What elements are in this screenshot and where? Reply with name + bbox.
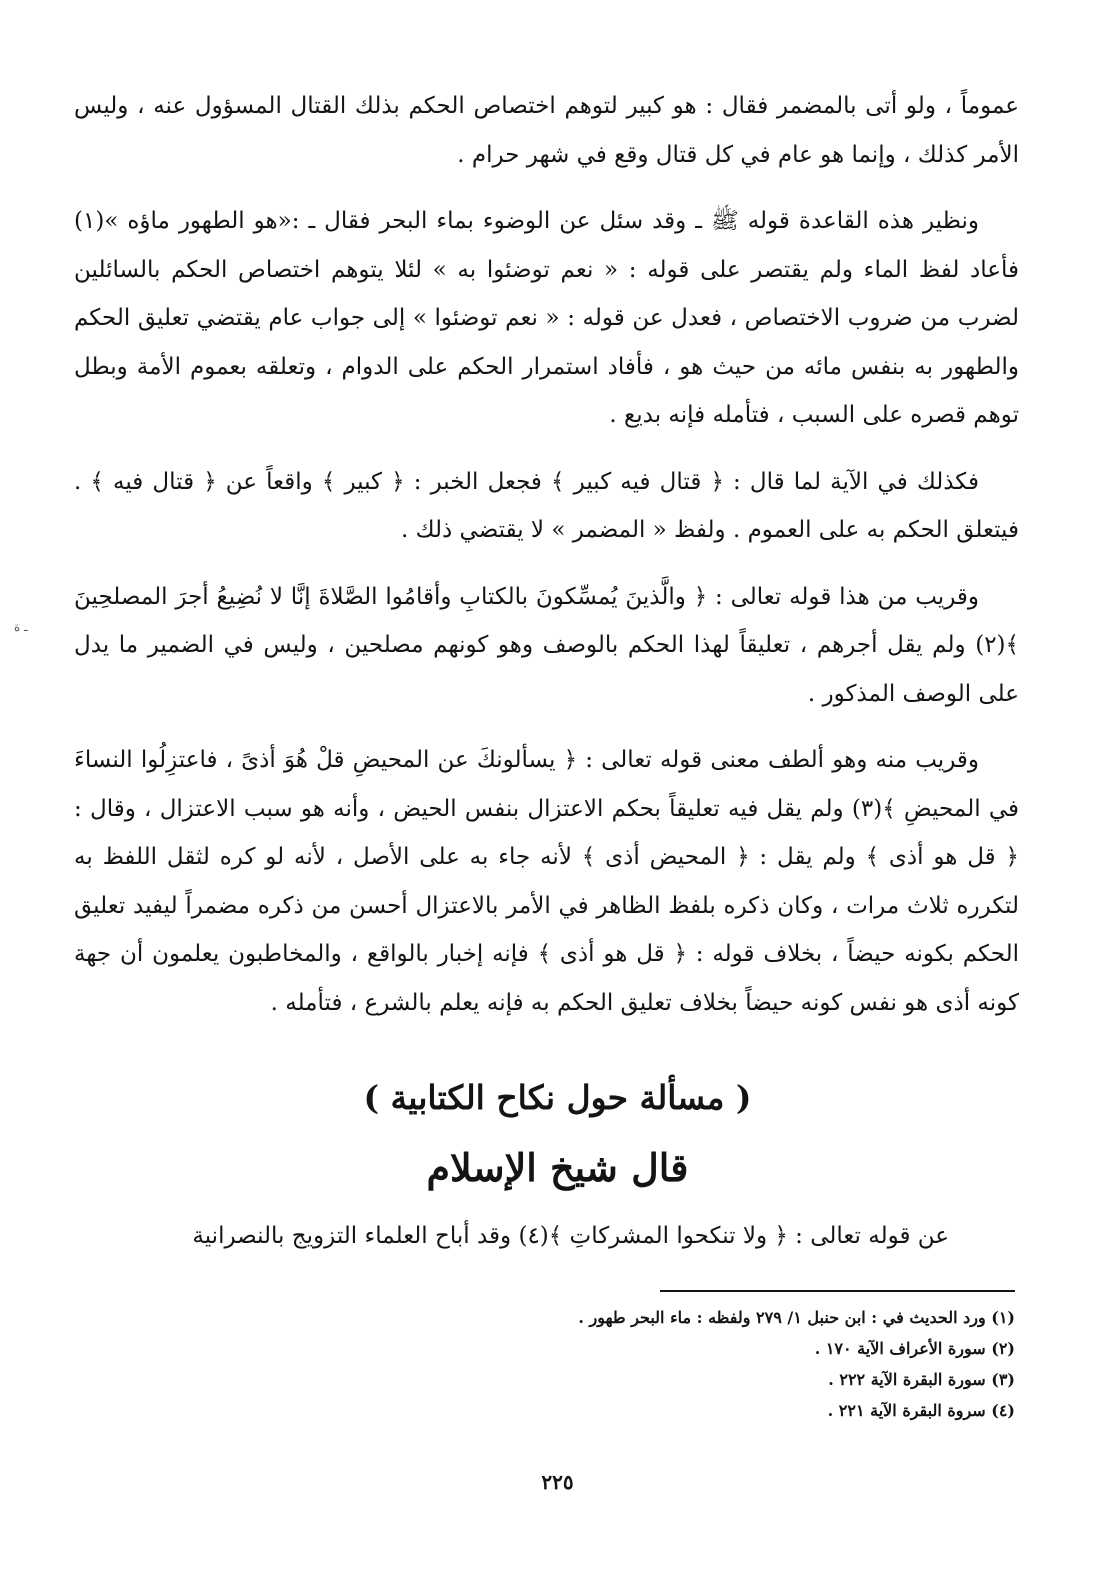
footnote: (٤) سروة البقرة الآية ٢٢١ . <box>827 1401 1015 1420</box>
paragraph: عن قوله تعالى : ﴿ ولا تنكحوا المشركاتِ ﴾(٤) وقد أباح العلماء التزويج بالنصرانية <box>192 1223 949 1249</box>
footnote: (٣) سورة البقرة الآية ٢٢٢ . <box>828 1370 1015 1389</box>
page-number: ٢٢٥ <box>541 1470 574 1494</box>
footnote-divider <box>660 1290 1015 1292</box>
footnotes <box>315 1302 1015 1426</box>
footnote: (١) ورد الحديث في : ابن حنبل ١/ ٢٧٩ ولفظه : ماء البحر طهور . <box>578 1308 1015 1327</box>
paragraph: وقريب منه وهو ألطف معنى قوله تعالى : ﴿ يسألونكَ عن المحيضِ قلْ هُوَ أذىً ، فاعتزِلُوا النساءَ في المحيضِ ﴾(٣) ولم يقل فيه تعليقاً بحكم الاعتزال بنفس الحيض ، وأنه هو سبب الاعتزال ، وقال : ﴿ قل هو أذى ﴾ ولم يقل : ﴿ المحيض أذى ﴾ لأنه جاء به على الأصل ، لأنه لو كره لثقل اللفظ به لتكرره ثلاث مرات ، وكان ذكره بلفظ الظاهر في الأمر بالاعتزال أحسن من ذكره مضمراً ليفيد تعليق الحكم بكونه حيضاً ، بخلاف قوله : ﴿ قل هو أذى ﴾ فإنه إخبار بالواقع ، والمخاطبون يعلمون أن جهة كونه أذى هو نفس كونه حيضاً بخلاف تعليق الحكم به فإنه يعلم بالشرع ، فتأمله . <box>74 747 1019 1016</box>
paragraph: وقريب من هذا قوله تعالى : ﴿ والَّذينَ يُمسِّكونَ بالكتابِ وأقامُوا الصَّلاةَ إنَّا لا نُضِيعُ أجرَ المصلحِينَ ﴾(٢) ولم يقل أجرهم ، تعليقاً لهذا الحكم بالوصف وهو كونهم مصلحين ، وليس في الضمير ما يدل على الوصف المذكور . <box>74 583 1019 707</box>
footnote: (٢) سورة الأعراف الآية ١٧٠ . <box>814 1339 1015 1358</box>
body-text <box>74 82 1019 1045</box>
margin-mark: ـ ة <box>14 620 28 634</box>
section-title: ( مسألة حول نكاح الكتابية ) <box>363 1078 752 1117</box>
paragraph: ونظير هذه القاعدة قوله ﷺ ـ وقد سئل عن الوضوء بماء البحر فقال ـ :«هو الطهور ماؤه »(١) فأعاد لفظ الماء ولم يقتصر على قوله : « نعم توضئوا به » لئلا يتوهم اختصاص الحكم بالسائلين لضرب من ضروب الاختصاص ، فعدل عن قوله : « نعم توضئوا » إلى جواب عام يقتضي تعليق الحكم والطهور به بنفس مائه من حيث هو ، فأفاد استمرار الحكم على الدوام ، وتعلقه بعموم الأمة وبطل توهم قصره على السبب ، فتأمله فإنه بديع . <box>74 208 1019 428</box>
sub-title: قال شيخ الإسلام <box>426 1145 689 1190</box>
paragraph: عموماً ، ولو أتى بالمضمر فقال : هو كبير لتوهم اختصاص الحكم بذلك القتال المسؤول عنه ، وليس الأمر كذلك ، وإنما هو عام في كل قتال وقع في شهر حرام . <box>74 93 1019 168</box>
paragraph: فكذلك في الآية لما قال : ﴿ قتال فيه كبير ﴾ فجعل الخبر : ﴿ كبير ﴾ واقعاً عن ﴿ قتال فيه ﴾ . فيتعلق الحكم به على العموم . ولفظ « المضمر » لا يقتضي ذلك . <box>74 468 1019 543</box>
